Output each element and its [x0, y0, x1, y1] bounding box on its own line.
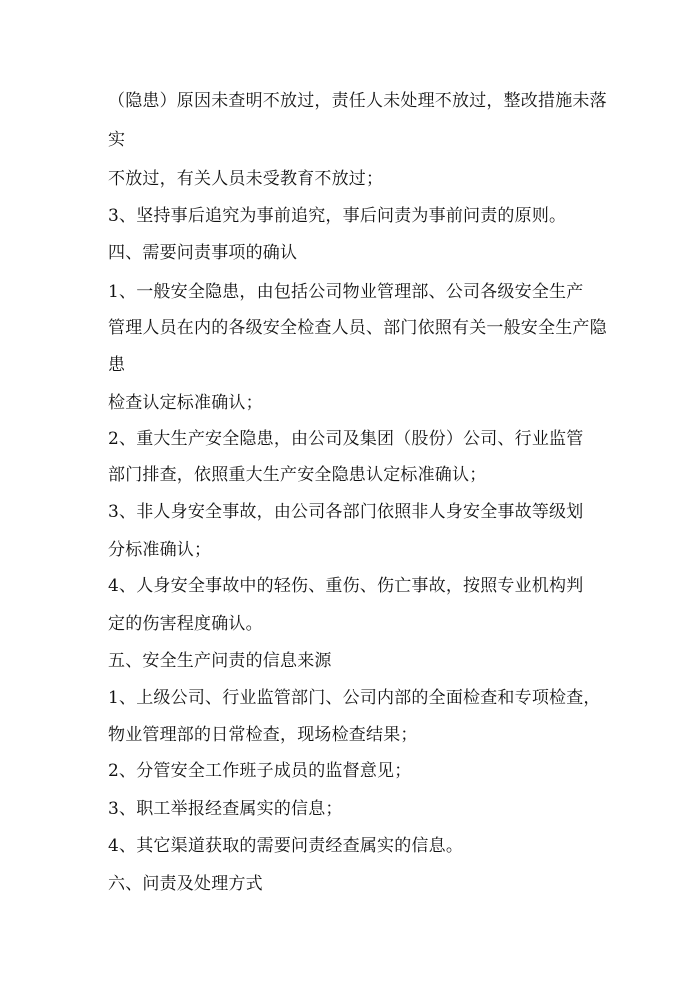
section-heading: 四、需要问责事项的确认: [108, 243, 298, 263]
text-line: 管理人员在内的各级安全检查人员、部门依照有关一般安全生产隐: [108, 318, 607, 338]
section-heading: 六、问责及处理方式: [108, 874, 263, 894]
text-line: 4、其它渠道获取的需要问责经查属实的信息。: [108, 836, 464, 856]
text-line: 物业管理部的日常检查，现场检查结果；: [108, 725, 418, 745]
text-line: 4、人身安全事故中的轻伤、重伤、伤亡事故，按照专业机构判: [108, 576, 584, 596]
text-line: 2、分管安全工作班子成员的监督意见；: [108, 761, 412, 781]
text-line: 1、一般安全隐患，由包括公司物业管理部、公司各级安全生产: [108, 282, 584, 302]
text-line: 实: [108, 130, 126, 150]
section-heading: 五、安全生产问责的信息来源: [108, 651, 332, 671]
text-line: 检查认定标准确认；: [108, 393, 263, 413]
text-line: 3、职工举报经查属实的信息；: [108, 799, 343, 819]
text-line: 不放过，有关人员未受教育不放过；: [108, 169, 384, 189]
text-line: 分标准确认；: [108, 540, 212, 560]
text-line: 3、非人身安全事故，由公司各部门依照非人身安全事故等级划: [108, 502, 584, 522]
text-line: 1、上级公司、行业监管部门、公司内部的全面检查和专项检查，: [108, 688, 601, 708]
text-line: 2、重大生产安全隐患，由公司及集团（股份）公司、行业监管: [108, 429, 584, 449]
text-line: 患: [108, 355, 126, 375]
text-line: 部门排查，依照重大生产安全隐患认定标准确认；: [108, 465, 487, 485]
text-line: （隐患）原因未查明不放过，责任人未处理不放过，整改措施未落: [108, 91, 607, 111]
text-line: 3、坚持事后追究为事前追究，事后问责为事前问责的原则。: [108, 206, 567, 226]
text-line: 定的伤害程度确认。: [108, 614, 263, 634]
